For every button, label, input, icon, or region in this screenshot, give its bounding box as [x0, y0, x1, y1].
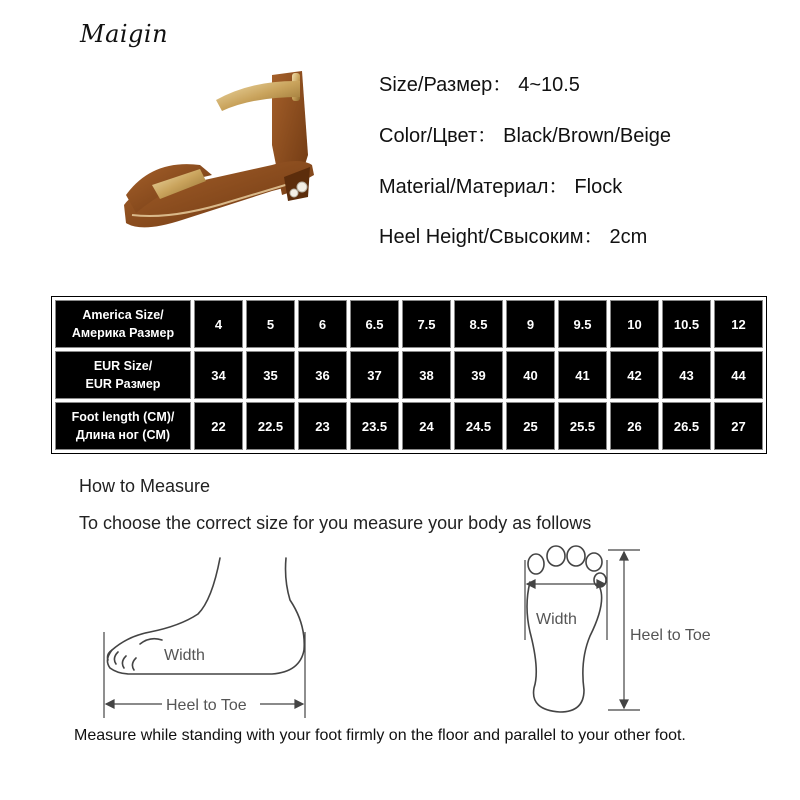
- table-cell: 42: [610, 351, 659, 399]
- side-foot-illustration: [107, 558, 304, 674]
- table-cell: 6: [298, 300, 347, 348]
- row-header-foot-length: Foot length (CM)/ Длина ног (CM): [55, 402, 191, 450]
- spec-material-label: Material/Материал：: [379, 176, 569, 198]
- table-cell: 6.5: [350, 300, 399, 348]
- table-cell: 23.5: [350, 402, 399, 450]
- table-cell: 8.5: [454, 300, 503, 348]
- table-cell: 41: [558, 351, 607, 399]
- top-foot-illustration: [527, 546, 606, 712]
- table-cell: 37: [350, 351, 399, 399]
- spec-heel-label: Heel Height/Свысоким：: [379, 226, 604, 248]
- measure-note: Measure while standing with your foot firmly on the floor and parallel to your other foot.: [74, 727, 686, 744]
- table-cell: 9: [506, 300, 555, 348]
- measure-instruction: To choose the correct size for you measure your body as follows: [79, 513, 592, 533]
- table-cell: 23: [298, 402, 347, 450]
- table-cell: 24.5: [454, 402, 503, 450]
- table-cell: 22.5: [246, 402, 295, 450]
- table-cell: 36: [298, 351, 347, 399]
- how-to-measure-heading: How to Measure: [79, 476, 211, 496]
- row-header-america: America Size/ Америка Размер: [55, 300, 191, 348]
- top-measure-lines: [525, 550, 640, 710]
- side-width-label: Width: [164, 647, 205, 664]
- table-cell: 9.5: [558, 300, 607, 348]
- spec-heel-height: [379, 220, 647, 249]
- table-cell: 44: [714, 351, 763, 399]
- table-cell: 24: [402, 402, 451, 450]
- table-cell: 26: [610, 402, 659, 450]
- foot-measure-diagram: [0, 540, 800, 740]
- spec-heel-value: 2cm: [609, 226, 648, 248]
- sandal-image: [112, 55, 342, 255]
- table-cell: 40: [506, 351, 555, 399]
- size-chart-table: [51, 296, 767, 454]
- top-width-label: Width: [536, 611, 577, 628]
- table-cell: 39: [454, 351, 503, 399]
- spec-size-label: Size/Размер：: [379, 74, 513, 96]
- spec-material-value: Flock: [574, 176, 623, 198]
- spec-color-label: Color/Цвет：: [379, 125, 498, 147]
- table-cell: 38: [402, 351, 451, 399]
- table-cell: 35: [246, 351, 295, 399]
- brand-logo: Maigin: [80, 20, 169, 48]
- table-row-foot-length: [55, 402, 763, 450]
- spec-size-value: 4~10.5: [518, 74, 580, 96]
- table-cell: 22: [194, 402, 243, 450]
- table-cell: 25: [506, 402, 555, 450]
- table-row-eur: [55, 351, 763, 399]
- table-cell: 12: [714, 300, 763, 348]
- table-cell: 27: [714, 402, 763, 450]
- spec-color: [379, 119, 671, 148]
- side-length-label: Heel to Toe: [166, 697, 247, 714]
- top-length-label: Heel to Toe: [630, 627, 711, 644]
- row-header-eur: EUR Size/ EUR Размер: [55, 351, 191, 399]
- spec-material: [379, 170, 622, 199]
- table-cell: 4: [194, 300, 243, 348]
- table-cell: 5: [246, 300, 295, 348]
- table-cell: 7.5: [402, 300, 451, 348]
- table-cell: 10.5: [662, 300, 711, 348]
- table-cell: 43: [662, 351, 711, 399]
- table-cell: 34: [194, 351, 243, 399]
- table-cell: 10: [610, 300, 659, 348]
- table-cell: 26.5: [662, 402, 711, 450]
- spec-size: [379, 68, 580, 97]
- table-row-america: [55, 300, 763, 348]
- spec-color-value: Black/Brown/Beige: [503, 125, 672, 147]
- table-cell: 25.5: [558, 402, 607, 450]
